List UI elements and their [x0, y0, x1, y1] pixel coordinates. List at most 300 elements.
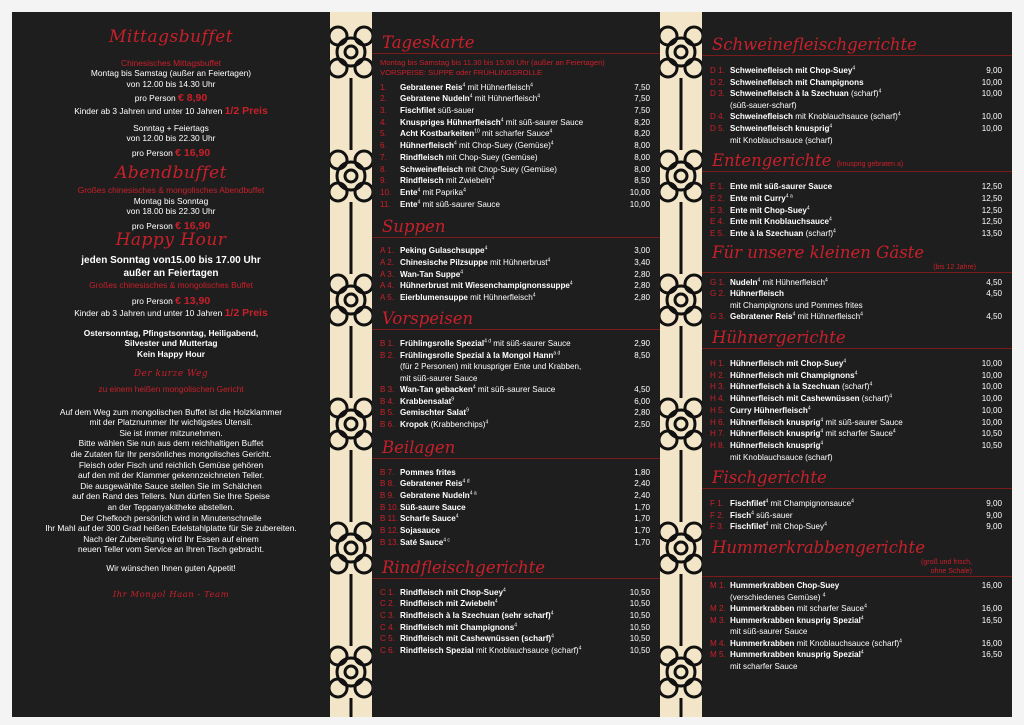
item-bold-name: Hummerkrabben knusprig Spezial — [730, 650, 861, 660]
item-price: 2,50 — [634, 419, 650, 429]
menu-item — [702, 358, 1012, 370]
ornament-curl — [685, 275, 702, 293]
item-price: 10,00 — [981, 124, 1002, 134]
allergen-code: 4 — [463, 187, 466, 194]
item-number: M 1. — [710, 581, 726, 591]
ente-list — [702, 172, 1012, 240]
menu-item — [702, 77, 1012, 89]
item-name — [400, 622, 610, 634]
item-description: mit süß-saurer Sauce — [491, 338, 571, 348]
weg-line: Nach der Zubereitung wird Ihr Essen auf einem — [83, 533, 259, 544]
item-name — [400, 187, 610, 199]
menu-item — [702, 580, 1012, 592]
item-number: B 6. — [380, 419, 395, 429]
section-title-ente — [702, 150, 1012, 172]
rind-list — [372, 579, 660, 657]
weg-line: Sie ist immer mitzunehmen. — [119, 427, 223, 438]
item-number: B 13. — [380, 537, 399, 547]
menu-item — [372, 82, 660, 94]
item-description: (scharf) — [859, 394, 890, 404]
allergen-code: 4 d — [484, 338, 492, 345]
item-price: 8,00 — [634, 152, 650, 162]
kids-label: Kinder ab 3 Jahren und unter 10 Jahren — [74, 105, 223, 116]
item-number: B 7. — [380, 467, 395, 477]
item-name — [400, 598, 610, 610]
item-price: 1,70 — [634, 514, 650, 524]
item-name — [730, 615, 962, 627]
item-price: 10,50 — [981, 440, 1002, 450]
item-name — [400, 280, 610, 292]
ornament-curl — [660, 307, 677, 325]
item-name — [730, 205, 962, 217]
item-bold-name: Schweinefleisch knusprig — [730, 124, 830, 134]
ornament-curl — [685, 27, 702, 45]
item-description: mit Hühnerfleisch — [795, 312, 861, 322]
ornament-curl — [660, 151, 677, 169]
item-description: mit Knoblauchsauce (scharf) — [792, 112, 898, 122]
item-price: 10,00 — [981, 417, 1002, 427]
item-bold-name: Frühlingsrolle Spezial à la Mongol Hann — [400, 350, 554, 360]
menu-item — [702, 123, 1012, 135]
item-name — [730, 510, 962, 522]
section-title-tageskarte: Tageskarte — [372, 32, 660, 54]
item-price: 10,50 — [629, 646, 650, 656]
item-bold-name: Knuspriges Hühnerfleisch — [400, 117, 501, 127]
menu-item — [372, 187, 660, 199]
item-bold-name: Saté Sauce — [400, 537, 444, 547]
abendbuffet-subtitle: Großes chinesisches & mongolisches Abendbuffet — [77, 184, 265, 195]
allergen-code: 4 — [751, 509, 754, 516]
item-price: 2,80 — [634, 408, 650, 418]
item-price: 9,00 — [986, 498, 1002, 508]
allergen-code: 4 — [878, 88, 882, 95]
item-bold-name: Ente à la Szechuan — [730, 228, 804, 238]
menu-item — [702, 521, 1012, 533]
item-number: H 1. — [710, 359, 725, 369]
item-continuation: mit Champignons und Pommes frites — [730, 301, 863, 311]
item-name — [730, 358, 962, 370]
happyhour-note2: Silvester und Muttertag — [124, 338, 218, 349]
cloud-ornament — [660, 523, 702, 646]
ornament-curl — [660, 183, 677, 201]
item-number: A 2. — [380, 258, 394, 268]
kinder-subtitle: (bis 12 Jahre) — [702, 263, 1012, 273]
item-number: E 2. — [710, 193, 725, 203]
item-name — [730, 65, 962, 77]
item-bold-name: Schweinefleisch mit Champignons — [730, 77, 864, 87]
item-price: 8,00 — [634, 141, 650, 151]
item-name — [730, 111, 962, 123]
kids-label: Kinder ab 3 Jahren und unter 10 Jahren — [74, 308, 223, 319]
ornament-curl — [330, 307, 347, 325]
item-name — [400, 502, 610, 514]
buffet-panel — [12, 12, 330, 717]
allergen-code: 4 — [820, 428, 824, 435]
item-bold-name: Hühnerfleisch knusprig — [730, 417, 821, 427]
item-price: 8,50 — [634, 176, 650, 186]
item-bold-name: Rindfleisch Spezial — [400, 646, 474, 656]
allergen-code: 4 — [537, 93, 541, 100]
item-price: 10,00 — [981, 382, 1002, 392]
vorspeisen-list — [372, 330, 660, 431]
item-number: B 8. — [380, 479, 395, 489]
item-bold-name: Fischfilet — [400, 106, 436, 115]
item-description: mit süß-saurer Sauce — [823, 417, 903, 427]
item-price: 2,40 — [634, 491, 650, 501]
item-price: 8,50 — [634, 350, 650, 360]
item-number: G 2. — [710, 289, 726, 299]
happyhour-line1: jeden Sonntag von15.00 bis 17.00 Uhr — [81, 254, 261, 266]
menu-item — [702, 615, 1012, 627]
allergen-code: 4 — [843, 358, 847, 365]
item-price: 9,00 — [986, 66, 1002, 75]
menu-item — [702, 111, 1012, 123]
price-label: pro Person — [134, 93, 176, 104]
item-number: H 2. — [710, 370, 725, 380]
item-name — [730, 649, 962, 661]
ornament-curl — [660, 399, 677, 417]
allergen-code: 4 — [860, 311, 863, 318]
item-price: 2,80 — [634, 293, 650, 303]
item-description: mit Paprika — [420, 187, 464, 197]
item-price: 16,00 — [981, 604, 1002, 614]
cloud-ornament — [330, 647, 372, 717]
item-name — [400, 384, 610, 396]
item-price: 9,00 — [986, 522, 1002, 532]
cloud-ornament — [660, 27, 702, 150]
menu-panel-right — [702, 12, 1012, 717]
menu-item — [702, 428, 1012, 440]
allergen-code: 4 — [455, 513, 459, 520]
ornament-curl — [355, 431, 372, 449]
ornament-curl — [337, 534, 365, 562]
item-description: mit scharfer Sauce — [479, 129, 550, 139]
sunday-line1: Sonntag + Feiertags — [133, 122, 209, 133]
item-bold-name: Acht Kostbarkeiten — [400, 129, 475, 139]
item-name — [400, 645, 610, 657]
item-name — [730, 311, 962, 323]
item-description: süß-sauer — [753, 510, 793, 520]
item-description: mit Hühnerfleisch — [465, 82, 531, 92]
hummer-list — [702, 577, 1012, 672]
allergen-code: 4 — [569, 280, 573, 287]
ornament-curl — [675, 542, 687, 554]
allergen-code: 4 — [502, 586, 506, 593]
menu-item — [372, 622, 660, 634]
price-label: pro Person — [131, 220, 173, 231]
weg-line: Der Chefkoch persönlich wird in Minutenschnelle — [80, 512, 262, 523]
item-number: B 12. — [380, 526, 399, 536]
ornament-curl — [330, 523, 347, 541]
item-number: 2. — [380, 94, 387, 104]
weg-line: Ihr Mahl auf der 300 Grad heißen Edelstahlplatte für Sie zubereiten. — [45, 523, 297, 534]
item-bold-name: Hühnerfleisch mit Chop-Suey — [730, 359, 844, 369]
menu-item — [372, 513, 660, 525]
item-price: 12,50 — [981, 205, 1002, 215]
allergen-code: 4 — [453, 140, 457, 147]
item-bold-name: Rindfleisch — [400, 152, 444, 162]
weg-line: an der Teppanyakitheke abstellen. — [107, 502, 235, 512]
item-number: F 2. — [710, 510, 724, 520]
menu-item — [702, 205, 1012, 217]
menu-item — [372, 350, 660, 362]
item-bold-name: Kropok — [400, 419, 429, 429]
item-number: B 2. — [380, 350, 395, 360]
item-description: mit Hühnerfleisch — [467, 293, 533, 303]
item-price: 1,70 — [634, 526, 650, 536]
weg-closing: Wir wünschen Ihnen guten Appetit! — [106, 562, 236, 573]
allergen-code: 4 — [765, 521, 769, 528]
item-price: 8,20 — [634, 117, 650, 127]
item-number: 3. — [380, 106, 387, 115]
item-continuation: mit scharfer Sauce — [730, 662, 798, 672]
item-number: 8. — [380, 164, 387, 174]
item-price: 10,00 — [981, 77, 1002, 87]
weg-line: auf den mit der Klammer gekennzeichneten Teller. — [77, 470, 265, 481]
menu-item — [372, 407, 660, 419]
item-bold-name: Gebratene Nudeln — [400, 491, 470, 501]
item-description: (scharf) — [848, 89, 879, 99]
happyhour-title: Happy Hour — [115, 230, 227, 251]
ornament-curl — [675, 46, 687, 58]
menu-item — [372, 633, 660, 645]
item-number: 7. — [380, 152, 387, 162]
item-description: mit süß-saurer Sauce — [420, 199, 500, 209]
item-number: 10. — [380, 187, 392, 197]
item-number: C 1. — [380, 587, 395, 597]
item-price: 1,70 — [634, 502, 650, 512]
item-continuation: (für 2 Personen) mit knuspriger Ente und Krabben, — [400, 362, 582, 372]
allergen-code: 4 — [851, 498, 854, 505]
item-price: 10,00 — [629, 187, 650, 197]
menu-item — [372, 419, 660, 431]
item-number: M 5. — [710, 650, 726, 660]
tageskarte-intro1: Montag bis Samstag bis 11.30 bis 15.00 Uhr (außer an Feiertagen) — [380, 58, 605, 67]
item-bold-name: Rindfleisch mit Champignons — [400, 622, 515, 632]
item-price: 7,50 — [634, 94, 650, 104]
item-number: D 4. — [710, 112, 725, 122]
item-price: 10,00 — [981, 112, 1002, 122]
ornament-curl — [675, 294, 687, 306]
item-number: C 6. — [380, 646, 395, 656]
item-bold-name: Gemischter Salat — [400, 408, 467, 418]
item-number: F 1. — [710, 498, 724, 508]
item-bold-name: Hühnerfleisch à la Szechuan — [730, 382, 840, 392]
item-name — [400, 537, 610, 549]
menu-item — [702, 440, 1012, 452]
item-price: 1,80 — [634, 467, 650, 477]
item-number: H 3. — [710, 382, 725, 392]
item-number: D 5. — [710, 124, 725, 134]
menu-item — [372, 645, 660, 657]
item-price: 7,50 — [634, 106, 650, 115]
item-name — [400, 587, 610, 599]
item-description: süß-sauer — [435, 106, 475, 115]
ornament-curl — [337, 162, 365, 190]
item-number: B 10. — [380, 502, 399, 512]
item-number: B 9. — [380, 491, 395, 501]
item-bold-name: Hummerkrabben — [730, 604, 795, 614]
item-description: mit scharfer Sauce — [823, 429, 893, 439]
mittagsbuffet-title: Mittagsbuffet — [108, 27, 234, 47]
item-price: 4,50 — [986, 312, 1002, 322]
item-number: B 4. — [380, 396, 395, 406]
item-number: G 1. — [710, 277, 726, 287]
allergen-code: 4 — [462, 81, 466, 88]
happyhour-line2: außer an Feiertagen — [123, 267, 219, 279]
ornament-curl — [355, 151, 372, 169]
allergen-code: 4 — [417, 198, 421, 205]
item-name — [400, 610, 610, 622]
item-price: 3,00 — [634, 246, 650, 256]
item-bold-name: Ente mit Knoblauchsauce — [730, 217, 829, 227]
allergen-code: 4 — [757, 276, 761, 283]
item-price: 2,40 — [634, 479, 650, 489]
item-price: 12,50 — [981, 217, 1002, 227]
menu-item — [372, 292, 660, 304]
hummer-subtitle1: (groß und frisch, — [921, 559, 972, 567]
item-bold-name: Hühnerfleisch — [400, 141, 454, 151]
item-number: D 3. — [710, 89, 725, 99]
ornament-curl — [345, 170, 357, 182]
item-bold-name: Schweinefleisch mit Chop-Suey — [730, 66, 853, 75]
item-bold-name: Hühnerbrust mit Wiesenchampignonssuppe — [400, 281, 570, 291]
allergen-code: 4 a — [469, 490, 477, 497]
menu-item — [702, 228, 1012, 240]
menu-item — [702, 193, 1012, 205]
happyhour-kids-row — [12, 308, 330, 319]
item-number: A 3. — [380, 269, 394, 279]
item-number: D 1. — [710, 66, 725, 75]
allergen-code: 4 — [822, 592, 826, 599]
item-bold-name: Gebratene Nudeln — [400, 94, 470, 104]
item-name — [730, 638, 962, 650]
ornament-curl — [330, 151, 347, 169]
item-number: M 4. — [710, 638, 726, 648]
allergen-code: 4 — [889, 393, 893, 400]
item-number: E 3. — [710, 205, 725, 215]
menu-item — [702, 88, 1012, 100]
menu-item — [372, 502, 660, 514]
item-number: A 5. — [380, 293, 394, 303]
ornament-curl — [355, 183, 372, 201]
item-name — [400, 467, 610, 479]
menu-item — [372, 269, 660, 281]
item-bold-name: Sojasauce — [400, 526, 441, 536]
item-number: A 1. — [380, 246, 394, 256]
weg-line: neuen Teller vom Service an Ihren Tisch gebracht. — [77, 544, 265, 555]
item-number: 9. — [380, 176, 387, 186]
item-bold-name: Schweinefleisch à la Szechuan — [730, 89, 849, 99]
item-description: mit Chop-Suey — [768, 522, 825, 532]
allergen-code: 4 — [854, 370, 858, 377]
allergen-code: 4 — [514, 622, 517, 628]
item-name — [730, 277, 962, 289]
allergen-code: 4 — [532, 292, 536, 299]
item-number: H 5. — [710, 405, 725, 415]
item-price: 4,50 — [986, 277, 1002, 287]
item-bold-name: Ente — [400, 187, 418, 197]
beilagen-list — [372, 459, 660, 549]
item-name — [730, 77, 962, 89]
menu-panel-middle — [372, 12, 660, 717]
item-price: 7,50 — [634, 82, 650, 92]
allergen-code: 4 c — [443, 537, 450, 544]
item-bold-name: Nudeln — [730, 277, 758, 287]
item-price: 2,80 — [634, 269, 650, 279]
item-number: H 7. — [710, 429, 725, 439]
mittagsbuffet-subtitle: Chinesisches Mittagsbuffet — [121, 57, 221, 68]
item-name — [730, 370, 962, 382]
item-price: 10,50 — [629, 634, 650, 644]
ornament-curl — [330, 431, 347, 449]
item-price: 6,00 — [634, 396, 650, 406]
item-number: C 5. — [380, 634, 395, 644]
item-name — [400, 105, 610, 117]
item-price: 2,90 — [634, 338, 650, 348]
abendbuffet-price: € 16,90 — [175, 219, 211, 232]
item-description: mit Knoblauchsauce (scharf) — [473, 646, 579, 656]
item-price: 4,50 — [986, 289, 1002, 299]
item-number: H 4. — [710, 394, 725, 404]
item-number: M 2. — [710, 604, 726, 614]
menu-item — [702, 277, 1012, 289]
item-name — [730, 216, 962, 228]
item-bold-name: Ente mit süß-saurer Sauce — [730, 182, 833, 192]
ornament-curl — [355, 679, 372, 697]
item-number: M 3. — [710, 615, 726, 625]
item-name — [400, 257, 610, 269]
item-bold-name: Hühnerfleisch knusprig — [730, 440, 821, 450]
item-number: D 2. — [710, 77, 725, 87]
item-price: 10,50 — [981, 429, 1002, 439]
happyhour-price: € 13,90 — [175, 294, 211, 307]
allergen-code: 4 — [869, 381, 873, 388]
allergen-code: 4 — [899, 638, 902, 645]
item-price: 10,50 — [629, 610, 650, 620]
item-name — [400, 396, 610, 408]
ornament-curl — [685, 555, 702, 573]
menu-item — [372, 610, 660, 622]
sunday-price-row — [12, 148, 330, 159]
weg-line: Die ausgewählte Sauce stellen Sie im Schälchen — [80, 480, 262, 491]
allergen-code: 4 a — [785, 193, 793, 200]
item-bold-name: Gebratener Reis — [730, 312, 793, 322]
tageskarte-list — [372, 79, 660, 211]
weg-line: mit der Platznummer Ihr wichtigstes Utensil. — [89, 417, 253, 428]
item-bold-name: Hummerkrabben — [730, 638, 795, 648]
item-price: 10,50 — [629, 587, 650, 597]
ornament-curl — [355, 27, 372, 45]
item-description: mit Hühnerfleisch — [472, 94, 538, 104]
item-number: 5. — [380, 129, 387, 139]
item-bold-name: Eierblumensuppe — [400, 293, 468, 303]
abendbuffet-title: Abendbuffet — [115, 163, 227, 184]
ornament-curl — [660, 275, 677, 293]
item-name — [400, 350, 610, 362]
menu-item — [702, 370, 1012, 382]
item-continuation: mit süß-saurer Sauce — [730, 627, 808, 637]
section-title-fisch: Fischgerichte — [702, 467, 1012, 489]
ornament-curl — [330, 59, 347, 77]
ornament-curl — [667, 286, 695, 314]
item-description: mit scharfer Sauce — [794, 604, 865, 614]
ornament-curl — [685, 183, 702, 201]
allergen-code: 4 — [852, 65, 856, 72]
item-name — [400, 128, 610, 140]
cloud-ornament — [660, 151, 702, 274]
item-bold-name: Chinesische Pilzsuppe — [400, 258, 488, 268]
